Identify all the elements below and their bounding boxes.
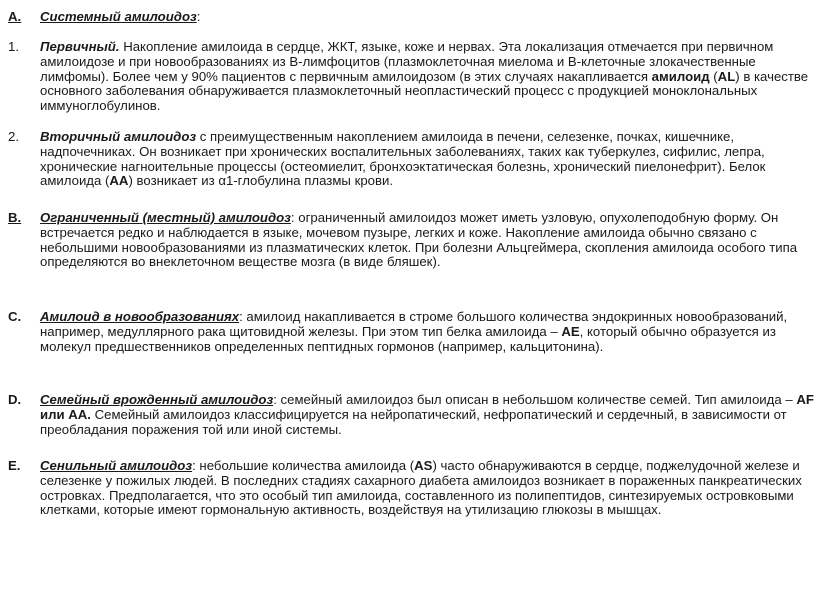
item-1-paragraph [8,40,824,114]
section-e-code: AS [414,458,433,473]
item-2-paragraph [8,130,824,189]
item-1-term: амилоид [651,68,710,84]
section-c-marker: С. [8,309,22,324]
section-e-text-part1: : небольшие количества амилоида ( [192,458,415,473]
section-c-text-part2: , который обычно образуется из молекул предшественников определенных пептидных гормонов (например, кальцитонина). [40,323,776,354]
section-b-heading: Ограниченный (местный) амилоидоз [40,210,291,225]
section-e-paragraph [8,459,824,518]
section-d-marker: D. [8,392,22,407]
item-1-text-part1: Накопление амилоида в сердце, ЖКТ, языке, коже и нервах. Эта локализация отмечается при первичном амилоидозе и при новообразованиях из В-лимфоцитов (плазмоклеточная миелома и В-клеточные злокачественные лимфомы). Более чем у 90% пациентов с первичным амилоидозом (в этих случаях накапливается [40,39,774,84]
section-d-paragraph [8,393,824,437]
section-a-colon: : [196,9,201,24]
section-a-header [8,10,792,25]
item-2-heading: Вторичный амилоидоз [40,129,197,144]
item-1-text-part2: ( [709,68,718,84]
section-a-heading: Системный амилоидоз [40,9,197,24]
section-b-paragraph [8,211,824,270]
section-c-text-part1: : амилоид накапливается в строме большого количества эндокринных новообразований, например, медуллярного рака щитовидной железы. При этом тип белка амилоида – [40,309,788,339]
section-d-code: AF или АА. [40,392,814,422]
item-2-text-part1: с преимущественным накоплением амилоида в печени, селезенке, почках, кишечнике, надпочечниках. Он возникает при хронических воспалительных заболеваниях, таких как туберкулез, сифилис, лепра, хронические нагноительные процессы (остеомиелит, бронхоэктатическая болезнь, хронический пиелонефрит). Белок амилоида ( [40,129,766,189]
section-e-heading: Сенильный амилоидоз [40,458,193,473]
section-d-text-part1: : семейный амилоидоз был описан в небольшом количестве семей. Тип амилоида – [273,392,797,407]
section-b-text: : ограниченный амилоидоз может иметь узловую, опухолеподобную форму. Он встречается редко и наблюдается в языке, мочевом пузыре, легких и коже. Накопление амилоида обычно связано с небольшими новообразованиями из плазматических клеток. При болезни Альцгеймера, скопления амилоида особого типа определяются во внеклеточном веществе мозга (в виде бляшек). [40,210,798,270]
item-2-code: АА [109,173,129,189]
item-2-marker: 2. [8,129,19,144]
section-c-code: AE [561,323,580,339]
item-1-marker: 1. [8,39,19,54]
item-1-heading: Первичный. [40,39,120,54]
section-b-marker: В. [8,210,22,225]
section-d-text-part2: Семейный амилоидоз классифицируется на нейропатический, нефропатический и сердечный, в зависимости от преобладания поражения той или иной системы. [40,406,787,437]
item-1-text-part3: ) в качестве основного заболевания обнаруживается плазмоклеточный неопластический процесс с продукцией моноклональных иммуноглобулинов. [40,68,809,114]
section-e-marker: Е. [8,458,21,473]
section-c-paragraph [8,310,824,354]
section-e-text-part2: ) часто обнаруживаются в сердце, поджелудочной железе и селезенке у пожилых людей. В последних стадиях сахарного диабета амилоидоз возникает в пораженных панкреатических островках. Предполагается, что это особый тип амилоида, составленного из полипептидов, синтезируемых островковыми клетками, которые имеют гормональную активность, воздействуя на утилизацию глюкозы в мышцах. [40,458,802,518]
section-c-heading: Амилоид в новообразованиях [40,309,240,324]
item-2-text-part2: ) возникает из α1-глобулина плазмы крови. [128,173,394,189]
section-a-marker: А. [8,9,22,24]
item-1-code: AL [717,68,736,84]
section-d-heading: Семейный врожденный амилоидоз [40,392,274,407]
